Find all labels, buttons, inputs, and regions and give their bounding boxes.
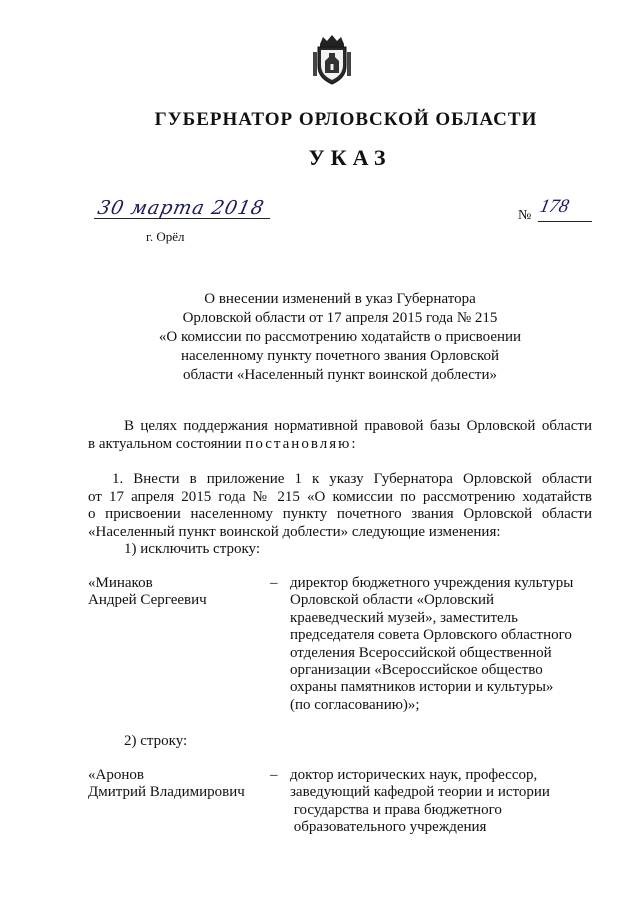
- document-subject: [130, 290, 550, 385]
- member-position: доктор исторических наук, профессор, заведующий кафедрой теории и истории государства и права бюджетного образовательного учреждения: [290, 767, 550, 836]
- point-1-line: о присвоении населенному пункту почетного звания Орловской области: [88, 506, 592, 522]
- member-name: «Минаков Андрей Сергеевич: [88, 575, 207, 609]
- subject-line: «О комиссии по рассмотрению ходатайств о присвоении: [158, 329, 522, 345]
- subject-line: области «Населенный пункт воинской доблести»: [182, 367, 498, 383]
- signature-date: 30 марта 2018: [95, 197, 267, 219]
- subpoint-1: 1) исключить строку:: [124, 541, 260, 557]
- intro-line: В целях поддержания нормативной правовой базы Орловской области: [124, 418, 592, 434]
- point-1-line: от 17 апреля 2015 года № 215 «О комиссии по рассмотрению ходатайств: [88, 488, 592, 505]
- entry-dash: –: [270, 575, 278, 591]
- orel-coat-of-arms-icon: [311, 34, 353, 86]
- point-1-line: 1. Внести в приложение 1 к указу Губернатора Орловской области: [112, 471, 592, 487]
- point-1-paragraph: [88, 471, 592, 541]
- number-underline: [538, 221, 592, 222]
- number-label: №: [518, 208, 532, 223]
- intro-line: в актуальном состоянии постановляю:: [88, 435, 356, 452]
- entry-dash: –: [270, 767, 278, 783]
- city-label: г. Орёл: [146, 229, 185, 244]
- subpoint-2: 2) строку:: [124, 733, 188, 749]
- intro-paragraph: [88, 418, 592, 453]
- document-type: УКАЗ: [308, 145, 392, 170]
- subject-line: О внесении изменений в указ Губернатора: [204, 291, 476, 307]
- member-position: директор бюджетного учреждения культуры Орловской области «Орловский краеведческий музей», заместитель председателя совета Орловского областного отделения Всероссийской общественной организации «Всероссийское общество охраны памятников истории и культуры» (по согласованию)»;: [290, 575, 574, 713]
- subject-line: Орловской области от 17 апреля 2015 года № 215: [182, 310, 498, 326]
- subject-line: населенному пункту почетного звания Орловской: [180, 348, 500, 364]
- member-name: «Аронов Дмитрий Владимирович: [88, 767, 245, 801]
- decree-verb: постановляю: [245, 435, 352, 452]
- date-underline: [94, 218, 270, 219]
- document-number: 178: [537, 196, 571, 217]
- point-1-line: «Населенный пункт воинской доблести» следующие изменения:: [88, 523, 501, 540]
- issuing-authority: ГУБЕРНАТОР ОРЛОВСКОЙ ОБЛАСТИ: [154, 109, 538, 130]
